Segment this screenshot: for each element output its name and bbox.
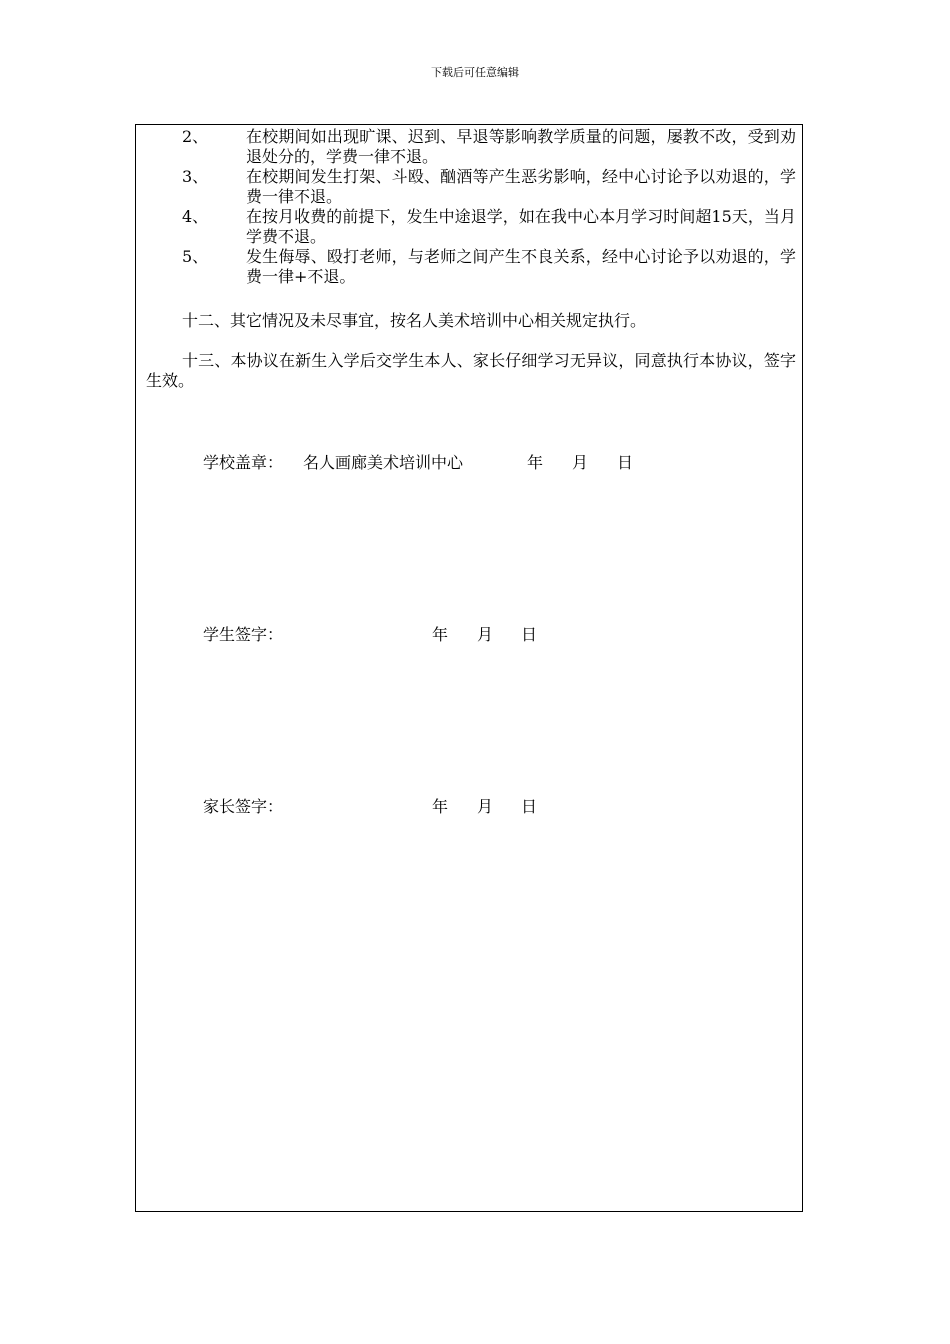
year-label: 年 — [432, 625, 449, 644]
month-label: 月 — [572, 453, 589, 472]
day-label: 日 — [617, 453, 634, 472]
clause-twelve: 十二、其它情况及未尽事宜，按名人美术培训中心相关规定执行。 — [182, 311, 647, 330]
student-sign-label: 学生签字： — [203, 625, 284, 644]
day-label: 日 — [521, 797, 538, 816]
item-number: 4、 — [182, 207, 209, 226]
item-number: 3、 — [182, 167, 209, 186]
day-label: 日 — [521, 625, 538, 644]
parent-sign-label: 家长签字： — [203, 797, 284, 816]
item-number: 2、 — [182, 127, 209, 146]
agreement-frame — [135, 124, 803, 1212]
page-header: 下载后可任意编辑 — [431, 66, 519, 79]
school-seal-label: 学校盖章： — [203, 453, 284, 472]
clause-thirteen: 十三、本协议在新生入学后交学生本人、家长仔细学习无异议，同意执行本协议，签字生效。 — [146, 351, 796, 390]
year-label: 年 — [432, 797, 449, 816]
item-text: 在按月收费的前提下，发生中途退学，如在我中心本月学习时间超15天，当月学费不退。 — [246, 207, 796, 246]
item-text: 在校期间发生打架、斗殴、酗酒等产生恶劣影响，经中心讨论予以劝退的，学费一律不退。 — [246, 167, 796, 206]
school-name: 名人画廊美术培训中心 — [303, 453, 464, 472]
month-label: 月 — [477, 625, 494, 644]
item-number: 5、 — [182, 247, 209, 266]
item-text: 在校期间如出现旷课、迟到、早退等影响教学质量的问题，屡教不改，受到劝退处分的，学费一律不退。 — [246, 127, 796, 166]
item-text: 发生侮辱、殴打老师，与老师之间产生不良关系，经中心讨论予以劝退的，学费一律+不退。 — [246, 247, 796, 286]
month-label: 月 — [477, 797, 494, 816]
year-label: 年 — [527, 453, 544, 472]
